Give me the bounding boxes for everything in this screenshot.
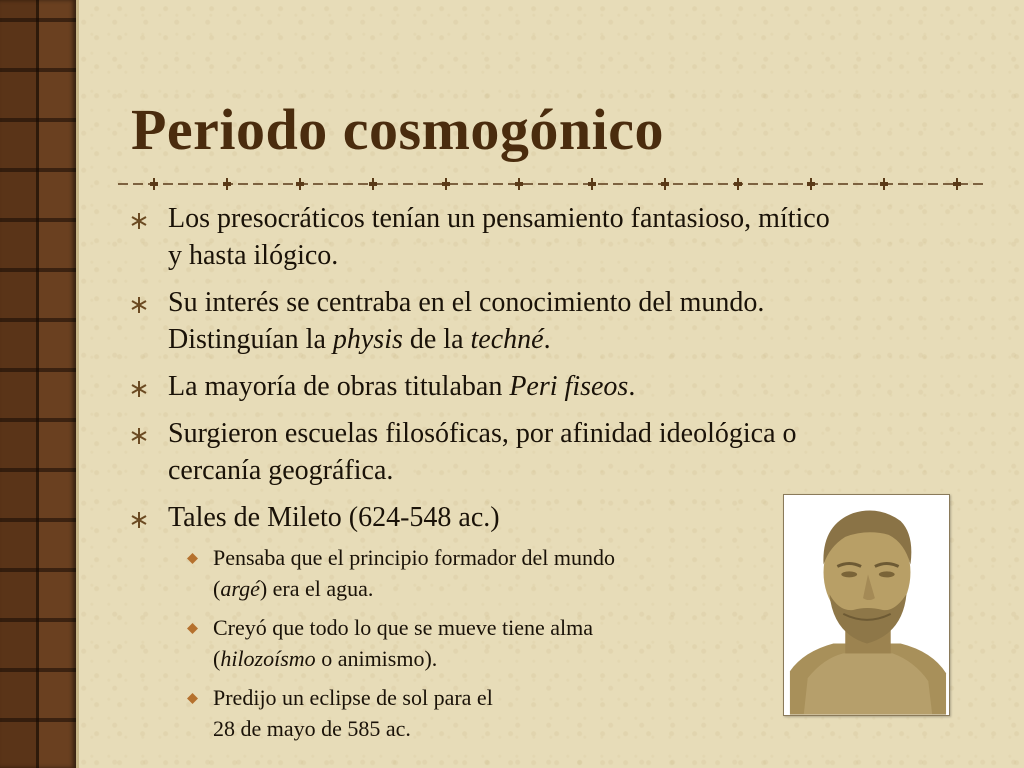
bullet-item: [130, 284, 1000, 358]
divider-ornament: [150, 182, 158, 186]
thales-bust-image: [783, 494, 950, 716]
divider-ornament: [442, 182, 450, 186]
decorative-side-strip: [0, 0, 76, 768]
divider-ornament: [223, 182, 231, 186]
sub-bullet-text: (: [213, 646, 221, 671]
asterisk-bullet-icon: [130, 427, 148, 445]
sub-bullet-item: [168, 542, 788, 604]
sub-bullet-text: (: [213, 576, 221, 601]
bullet-text: Surgieron escuelas filosóficas, por afinidad ideológica o: [168, 418, 797, 449]
sub-bullet-text-line: [213, 573, 788, 604]
bullet-text: cercanía geográfica.: [168, 455, 394, 486]
divider-ornament: [953, 182, 961, 186]
sub-bullet-text: 28 de mayo de 585 ac.: [213, 716, 411, 741]
emphasis-peri-fiseos: Peri fiseos: [509, 371, 629, 402]
sub-bullet-text: o animismo).: [315, 646, 438, 671]
bullet-text-line: [168, 368, 1000, 405]
sub-bullet-item: [168, 612, 788, 674]
divider-ornament: [515, 182, 523, 186]
title-divider: [118, 175, 988, 193]
sub-bullet-text: Predijo un eclipse de sol para el: [213, 685, 493, 710]
divider-ornament: [588, 182, 596, 186]
asterisk-bullet-icon: [130, 380, 148, 398]
bullet-text: La mayoría de obras titulaban: [168, 371, 510, 402]
bullet-text: .: [543, 324, 551, 355]
bullet-item: [130, 415, 1000, 489]
sub-bullet-text: Pensaba que el principio formador del mundo: [213, 545, 616, 570]
bullet-text: .: [628, 371, 636, 402]
emphasis-hilozoismo: hilozoísmo: [220, 646, 316, 671]
divider-ornament: [734, 182, 742, 186]
divider-ornament: [369, 182, 377, 186]
asterisk-bullet-icon: [130, 296, 148, 314]
sub-bullet-text: Creyó que todo lo que se mueve tiene alma: [213, 615, 593, 640]
slide-title: Periodo cosmogónico: [131, 97, 665, 162]
bullet-text: Tales de Mileto (624-548 ac.): [168, 502, 500, 533]
divider-ornament: [807, 182, 815, 186]
diamond-bullet-icon: [187, 623, 198, 634]
asterisk-bullet-icon: [130, 212, 148, 230]
divider-ornament: [296, 182, 304, 186]
diamond-bullet-icon: [187, 553, 198, 564]
bullet-item: [130, 368, 1000, 405]
divider-ornament: [661, 182, 669, 186]
bullet-text: Su interés se centraba en el conocimiento del mundo.: [168, 287, 765, 318]
bullet-text: Los presocráticos tenían un pensamiento fantasioso, mítico: [168, 203, 830, 234]
bullet-text: de la: [402, 324, 471, 355]
sub-bullet-text: ) era el agua.: [259, 576, 374, 601]
bullet-text: y hasta ilógico.: [168, 240, 339, 271]
sub-bullet-item: [168, 682, 788, 744]
bullet-text-line: [168, 321, 1000, 358]
asterisk-bullet-icon: [130, 511, 148, 529]
divider-ornament: [880, 182, 888, 186]
diamond-bullet-icon: [187, 693, 198, 704]
emphasis-techne: techné: [470, 324, 544, 355]
sub-bullet-text-line: [213, 643, 788, 674]
emphasis-physis: physis: [332, 324, 403, 355]
bullet-text: Distinguían la: [168, 324, 333, 355]
emphasis-arge: argé: [220, 576, 260, 601]
bullet-item: [130, 200, 1000, 274]
